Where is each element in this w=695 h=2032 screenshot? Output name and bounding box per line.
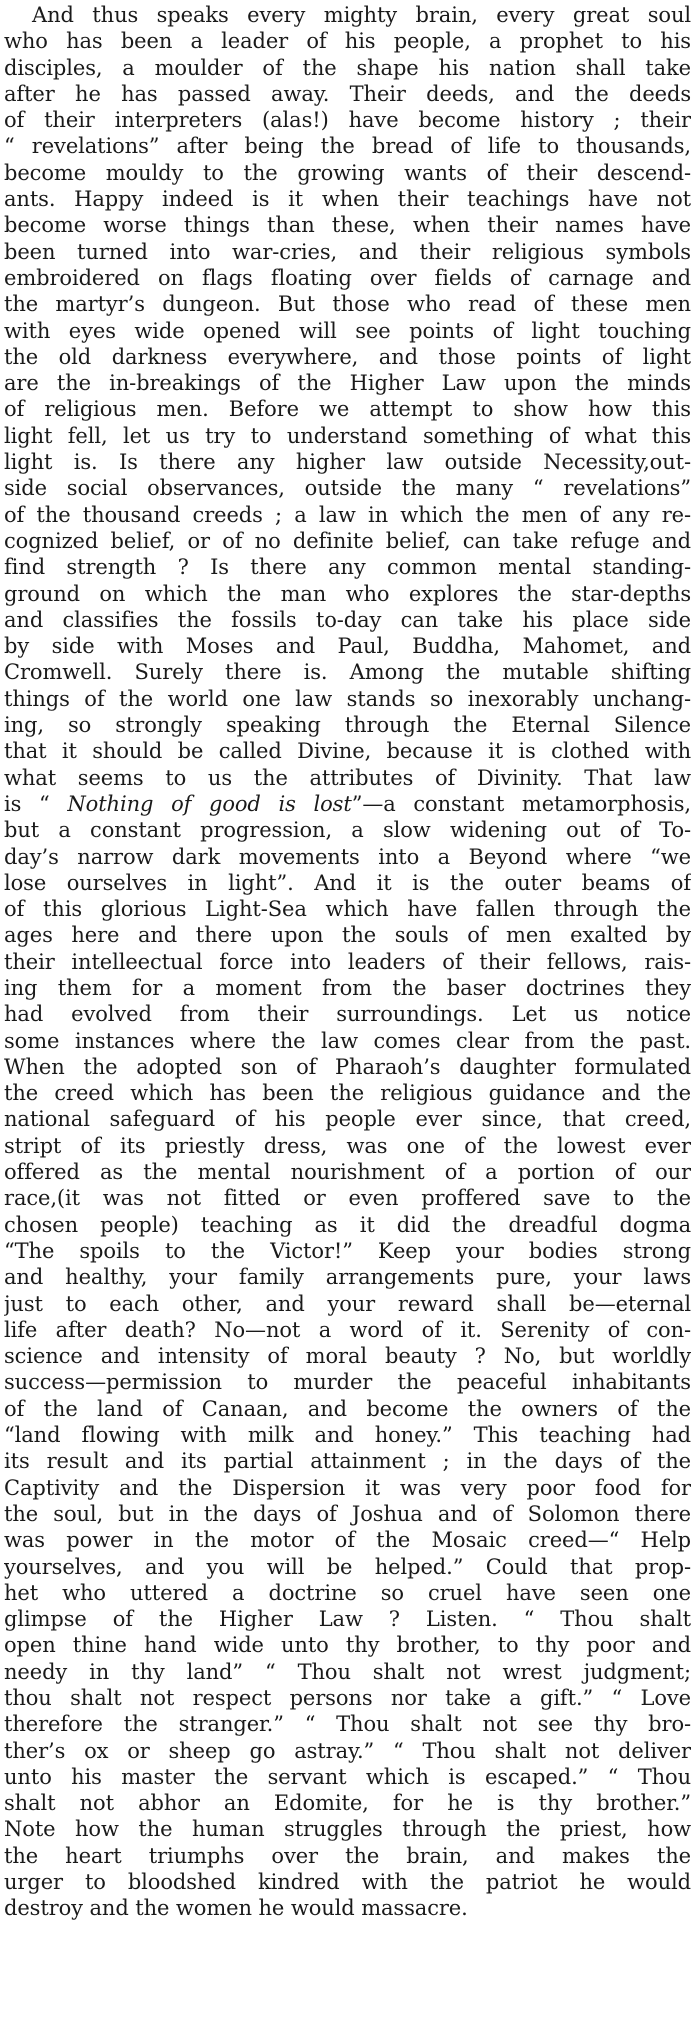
text-line: national safeguard of his people ever since, that creed, <box>4 1107 691 1132</box>
text-line: of religious men. Before we attempt to show how this <box>4 397 691 422</box>
text-line: been turned into war-cries, and their religious symbols <box>4 239 691 264</box>
text-line: who has been a leader of his people, a prophet to his <box>4 29 691 54</box>
text-line: ground on which the man who explores the star-depths <box>4 581 691 606</box>
text-line: ther’s ox or sheep go astray.” “ Thou shalt not deliver <box>4 1738 691 1763</box>
text-line: ages here and there upon the souls of men exalted by <box>4 923 691 948</box>
italic-phrase: Nothing of good is lost <box>67 791 352 816</box>
text-line: And thus speaks every mighty brain, every great soul <box>32 3 691 27</box>
text-line: cognized belief, or of no definite belief, can take refuge and <box>4 528 691 553</box>
text-line: of this glorious Light-Sea which have fallen through the <box>4 897 691 922</box>
text-line: and healthy, your family arrangements pure, your laws <box>4 1265 691 1290</box>
text-line: that it should be called Divine, because it is clothed with <box>4 739 691 764</box>
text-line: its result and its partial attainment ; in the days of the <box>4 1449 691 1474</box>
text-line: after he has passed away. Their deeds, and the deeds <box>4 81 691 106</box>
text-line: life after death? No—not a word of it. Serenity of con- <box>4 1317 691 1342</box>
text-line: therefore the stranger.” “ Thou shalt not see thy bro- <box>4 1712 691 1737</box>
text-line: with eyes wide opened will see points of light touching <box>4 318 691 343</box>
text-line: some instances where the law comes clear from the past. <box>4 1028 691 1053</box>
text-line: race,(it was not fitted or even proffered save to the <box>4 1186 691 1211</box>
text-line: their intelleectual force into leaders of their fellows, rais- <box>4 949 691 974</box>
text-line: embroidered on flags floating over fields of carnage and <box>4 265 691 290</box>
text-line: lose ourselves in light”. And it is the outer beams of <box>4 870 691 895</box>
text-line: what seems to us the attributes of Divinity. That law <box>4 765 691 790</box>
text-line: destroy and the women he would massacre. <box>4 1896 468 1921</box>
text-segment: ”—a constant metamorphosis, <box>351 791 691 816</box>
text-line: the martyr’s dungeon. But those who read of these men <box>4 292 691 317</box>
text-line: light fell, let us try to understand something of what this <box>4 423 691 448</box>
text-line: Cromwell. Surely there is. Among the mutable shifting <box>4 660 691 685</box>
body-text <box>4 2 691 1922</box>
text-line: just to each other, and your reward shall be—eternal <box>4 1291 691 1316</box>
text-line: light is. Is there any higher law outside Necessity,out- <box>4 450 691 475</box>
text-line: of the thousand creeds ; a law in which the men of any re- <box>4 502 691 527</box>
text-line: disciples, a moulder of the shape his nation shall take <box>4 55 691 80</box>
text-line: stript of its priestly dress, was one of the lowest ever <box>4 1133 691 1158</box>
text-line: the heart triumphs over the brain, and makes the <box>4 1843 691 1868</box>
text-line: of the land of Canaan, and become the owners of the <box>4 1396 691 1421</box>
text-line: become mouldy to the growing wants of their descend- <box>4 160 691 185</box>
text-line: are the in-breakings of the Higher Law upon the minds <box>4 371 691 396</box>
text-line: Note how the human struggles through the priest, how <box>4 1817 691 1842</box>
text-line: open thine hand wide unto thy brother, to thy poor and <box>4 1633 691 1658</box>
text-line: side social observances, outside the many “ revelations” <box>4 476 691 501</box>
text-line: the soul, but in the days of Joshua and of Solomon there <box>4 1501 691 1526</box>
text-line: thou shalt not respect persons nor take a gift.” “ Love <box>4 1686 691 1710</box>
text-line: “land flowing with milk and honey.” This teaching had <box>4 1423 691 1448</box>
text-line: Captivity and the Dispersion it was very poor food for <box>4 1475 691 1500</box>
text-line: the old darkness everywhere, and those points of light <box>4 344 691 369</box>
text-line: “The spoils to the Victor!” Keep your bodies strong <box>4 1238 691 1263</box>
text-line: “ revelations” after being the bread of life to thousands, <box>4 134 691 159</box>
text-line: yourselves, and you will be helped.” Could that prop- <box>4 1554 691 1579</box>
text-line: glimpse of the Higher Law ? Listen. “ Thou shalt <box>4 1607 691 1632</box>
text-line: become worse things than these, when their names have <box>4 213 691 238</box>
text-line: was power in the motor of the Mosaic creed—“ Help <box>4 1528 691 1553</box>
text-line: had evolved from their surroundings. Let us notice <box>4 1002 691 1027</box>
text-line: science and intensity of moral beauty ? No, but worldly <box>4 1344 691 1369</box>
text-line: chosen people) teaching as it did the dreadful dogma <box>4 1212 691 1237</box>
text-line: needy in thy land” “ Thou shalt not wrest judgment; <box>4 1659 691 1684</box>
text-line: When the adopted son of Pharaoh’s daughter formulated <box>4 1054 691 1079</box>
text-line: urger to bloodshed kindred with the patriot he would <box>4 1870 691 1895</box>
text-line: ing them for a moment from the baser doctrines they <box>4 975 691 1000</box>
text-line: offered as the mental nourishment of a portion of our <box>4 1160 691 1185</box>
text-line: shalt not abhor an Edomite, for he is thy brother.” <box>4 1791 691 1816</box>
text-segment: is “ <box>4 791 68 816</box>
text-line: ants. Happy indeed is it when their teachings have not <box>4 187 691 212</box>
text-line: find strength ? Is there any common mental standing- <box>4 555 691 580</box>
text-line: but a constant progression, a slow widening out of To- <box>4 818 691 843</box>
text-line: het who uttered a doctrine so cruel have seen one <box>4 1580 691 1605</box>
text-line: of their interpreters (alas!) have become history ; their <box>4 108 691 133</box>
text-line: unto his master the servant which is escaped.” “ Thou <box>4 1764 691 1789</box>
text-line <box>4 791 691 817</box>
text-line: things of the world one law stands so inexorably unchang- <box>4 686 691 711</box>
text-line: ing, so strongly speaking through the Eternal Silence <box>4 713 691 738</box>
text-line: success—permission to murder the peaceful inhabitants <box>4 1370 691 1395</box>
text-line: day’s narrow dark movements into a Beyond where “we <box>4 844 691 869</box>
text-line: and classifies the fossils to-day can take his place side <box>4 607 691 632</box>
text-line: the creed which has been the religious guidance and the <box>4 1081 691 1106</box>
text-line: by side with Moses and Paul, Buddha, Mahomet, and <box>4 634 691 659</box>
